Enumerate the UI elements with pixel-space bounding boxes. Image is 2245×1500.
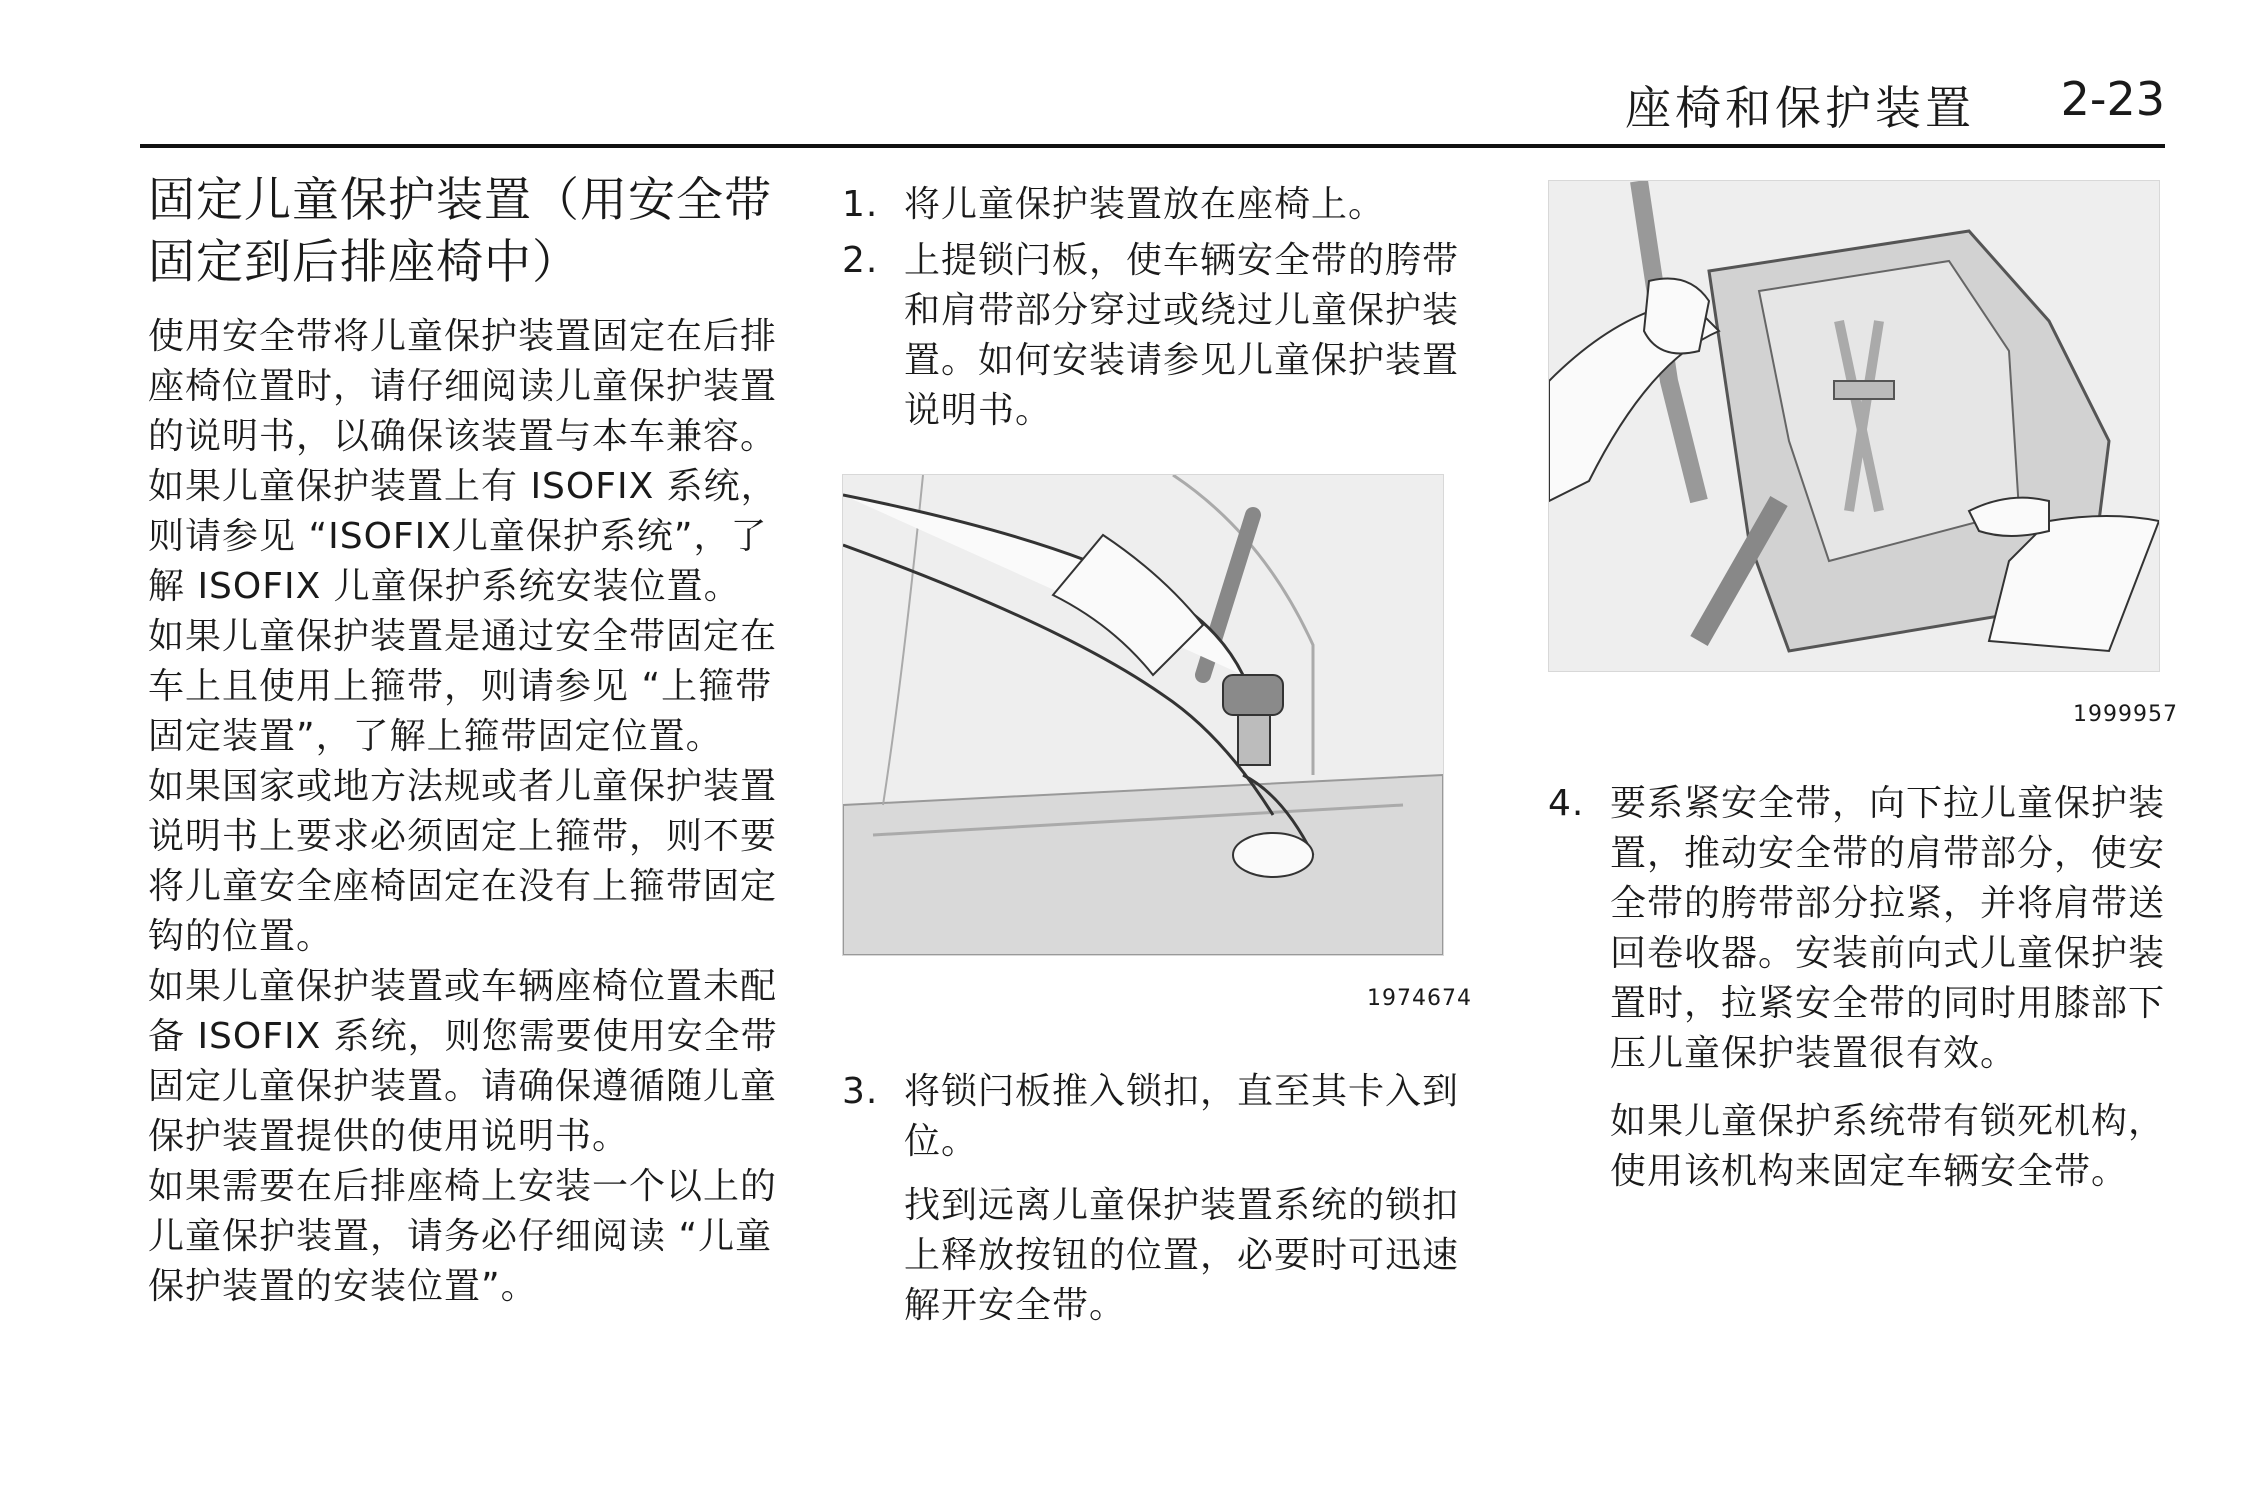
step-text: 要系紧安全带，向下拉儿童保护装置，推动安全带的肩带部分，使安全带的胯带部分拉紧，并将肩带送回卷收器。安装前向式儿童保护装置时，拉紧安全带的同时用膝部下压儿童保护装置很有效。 [1610,783,2166,1074]
step-text: 将儿童保护装置放在座椅上。 [904,184,1386,225]
step-1 [842,180,1472,230]
figure-id: 1999957 [2073,702,2178,727]
step-number: 3. [842,1071,879,1112]
step-text: 将锁闩板推入锁扣，直至其卡入到位。 [904,1071,1460,1162]
column-right [1548,180,2178,1197]
paragraph: 如果儿童保护装置上有 ISOFIX 系统，则请参见 “ISOFIX儿童保护系统”，了解 ISOFIX 儿童保护系统安装位置。 [148,466,778,607]
paragraph: 如果儿童保护装置或车辆座椅位置未配备 ISOFIX 系统，则您需要使用安全带固定儿童保护装置。请确保遵循随儿童保护装置提供的使用说明书。 [148,966,778,1157]
column-middle [842,180,1472,1331]
page-number: 2-23 [2060,72,2165,126]
step-2 [842,236,1472,436]
step-3 [842,1067,1472,1167]
step-number: 4. [1548,783,1585,824]
illustration-child-seat [1548,180,2160,672]
child-seat-drawing [1549,181,2159,671]
step-number: 1. [842,184,879,225]
buckle-latch-drawing [843,475,1443,955]
paragraph: 使用安全带将儿童保护装置固定在后排座椅位置时，请仔细阅读儿童保护装置的说明书，以确保该装置与本车兼容。 [148,316,778,457]
step-4 [1548,779,2178,1079]
step-text: 上提锁闩板，使车辆安全带的胯带和肩带部分穿过或绕过儿童保护装置。如何安装请参见儿童保护装置说明书。 [904,240,1460,431]
paragraph: 如果需要在后排座椅上安装一个以上的儿童保护装置，请务必仔细阅读 “儿童保护装置的安装位置”。 [148,1166,778,1307]
section-header: 座椅和保护装置 [1625,81,1975,135]
paragraph: 如果国家或地方法规或者儿童保护装置说明书上要求必须固定上箍带，则不要将儿童安全座椅固定在没有上箍带固定钩的位置。 [148,766,778,957]
header-rule [140,144,2165,148]
step-note: 如果儿童保护系统带有锁死机构，使用该机构来固定车辆安全带。 [1610,1101,2166,1192]
section-title: 固定儿童保护装置（用安全带固定到后排座椅中） [148,173,772,290]
column-left [148,170,788,1312]
step-number: 2. [842,240,879,281]
paragraph: 如果儿童保护装置是通过安全带固定在车上且使用上箍带，则请参见 “上箍带固定装置”，了解上箍带固定位置。 [148,616,778,757]
illustration-buckle-latch [842,474,1444,956]
figure-id: 1974674 [1367,986,1472,1011]
step-note: 找到远离儿童保护装置系统的锁扣上释放按钮的位置，必要时可迅速解开安全带。 [904,1185,1460,1326]
